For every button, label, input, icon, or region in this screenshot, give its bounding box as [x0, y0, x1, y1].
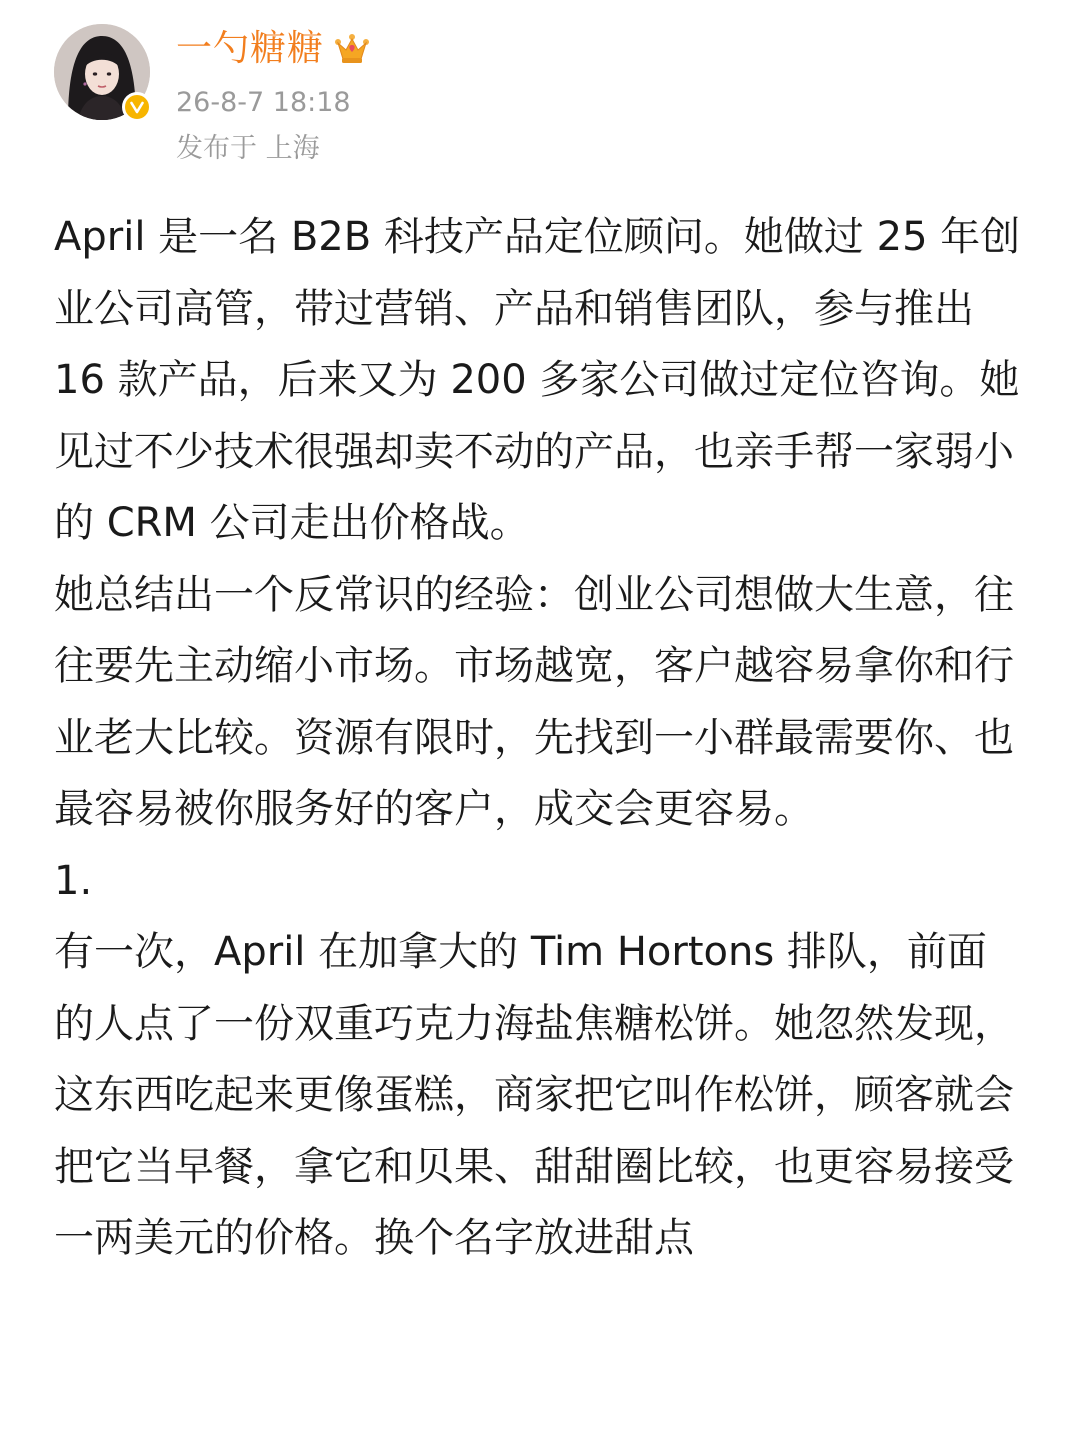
author-avatar[interactable] — [54, 24, 150, 120]
username-row — [176, 26, 370, 72]
post-paragraph: 有一次，April 在加拿大的 Tim Hortons 排队，前面的人点了一份双重巧克力海盐焦糖松饼。她忽然发现，这东西吃起来更像蛋糕，商家把它叫作松饼，顾客就会把它当早餐，拿它和贝果、甜甜圈比较，也更容易接受一两美元的价格。换个名字放进甜点 — [54, 929, 1014, 1261]
verified-icon — [122, 92, 152, 122]
crown-icon[interactable] — [334, 33, 370, 65]
post-body — [54, 202, 1026, 1275]
post-timestamp: 26-8-7 18:18 — [176, 87, 351, 118]
post-paragraph: 她总结出一个反常识的经验：创业公司想做大生意，往往要先主动缩小市场。市场越宽，客户越容易拿你和行业老大比较。资源有限时，先找到一小群最需要你、也最容易被你服务好的客户，成交会更容易。 — [54, 571, 1014, 832]
section-number: 1. — [54, 857, 93, 904]
post-header — [54, 24, 1034, 174]
post-location: 发布于 上海 — [176, 133, 320, 164]
post-paragraph: April 是一名 B2B 科技产品定位顾问。她做过 25 年创业公司高管，带过营销、产品和销售团队，参与推出 16 款产品，后来又为 200 多家公司做过定位咨询。她见过不少技术很强却卖不动的产品，也亲手帮一家弱小的 CRM 公司走出价格战。 — [54, 214, 1021, 546]
username[interactable]: 一勺糖糖 — [176, 28, 325, 69]
